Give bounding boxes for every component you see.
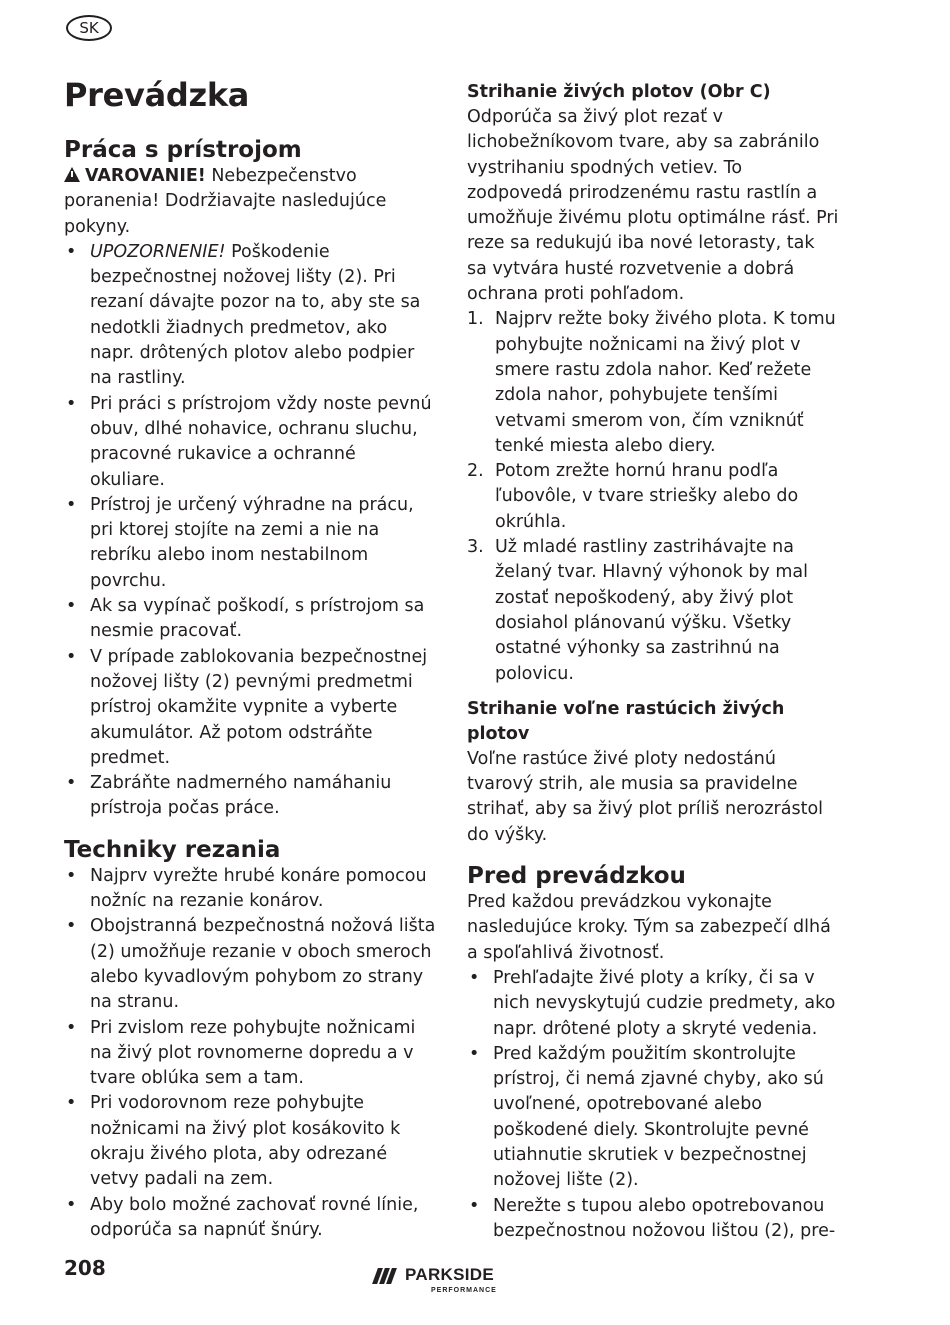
list-item-text: Pred každým použitím skontrolujte prístroj, či nemá zjavné chyby, ako sú uvoľnené, opotrebované alebo poškodené diely. Skontrolujte pevné utiahnutie skrutiek v bezpečnostnej nožovej lište (2). bbox=[493, 1043, 824, 1191]
bullet-marker: • bbox=[469, 1195, 480, 1216]
list-item-text: Pri práci s prístrojom vždy noste pevnú obuv, dlhé nohavice, ochranu sluchu, pracovné rukavice a ochranné okuliare. bbox=[90, 393, 432, 490]
list-item-text: Ak sa vypínač poškodí, s prístrojom sa nesmie pracovať. bbox=[90, 596, 425, 642]
list-item-text: Už mladé rastliny zastrihávajte na želaný tvar. Hlavný výhonok by mal zostať nepoškodený, aby živý plot dosiahol plánovanú výšku. Všetky ostatné výhonky sa zastrihnú na polovicu. bbox=[495, 537, 808, 684]
safety-list bbox=[64, 240, 436, 822]
language-badge: SK bbox=[66, 15, 112, 41]
list-item bbox=[64, 864, 436, 915]
bullet-marker: • bbox=[469, 1043, 480, 1064]
bullet-marker: • bbox=[66, 1017, 77, 1038]
logo-brand: PARKSIDE bbox=[405, 1265, 494, 1284]
logo-subbrand: PERFORMANCE bbox=[431, 1287, 497, 1294]
parkside-logo bbox=[375, 1264, 525, 1298]
left-column bbox=[64, 76, 436, 1243]
list-item-text: Potom zrežte hornú hranu podľa ľubovôle, v tvare striešky alebo do okrúhla. bbox=[495, 461, 799, 532]
logo-stripes-icon bbox=[375, 1268, 396, 1288]
list-item bbox=[64, 392, 436, 493]
list-item-text: Nerežte s tupou alebo opotrebovanou bezpečnostnou nožovou lištou (2), pre- bbox=[493, 1195, 836, 1241]
list-item bbox=[467, 459, 839, 535]
bullet-marker: • bbox=[66, 393, 77, 414]
list-item-text: V prípade zablokovania bezpečnostnej nožovej lišty (2) pevnými predmetmi prístroj okamžite vypnite a vyberte akumulátor. Až potom odstráňte predmet. bbox=[90, 646, 428, 768]
bullet-marker: • bbox=[66, 916, 77, 937]
section-heading-techniky: Techniky rezania bbox=[64, 836, 281, 863]
section-heading-pred-prevadzkou: Pred prevádzkou bbox=[467, 863, 686, 890]
techniques-list bbox=[64, 864, 436, 1243]
list-item bbox=[64, 1193, 436, 1244]
list-item-text: Pri vodorovnom reze pohybujte nožnicami na živý plot kosákovito k okraju živého plota, aby odrezané vetvy padali na zem. bbox=[90, 1093, 401, 1190]
bullet-marker: • bbox=[469, 967, 480, 988]
paragraph: Odporúča sa živý plot rezať v lichobežníkovom tvare, aby sa zabránilo vystrihaniu spodných vetiev. To zodpovedá prirodzenému rastu rastlín a umožňuje živému plotu optimálne rásť. Pri reze sa redukujú iba nové letorasty, tak sa vytvára husté rozvetvenie a dobrá ochrana proti pohľadom. bbox=[467, 107, 839, 305]
step-number: 3. bbox=[467, 537, 484, 558]
list-item bbox=[467, 535, 839, 687]
list-item bbox=[64, 914, 436, 1015]
warning-text: Nebezpečenstvo poranenia! Dodržiavajte nasledujúce pokyny. bbox=[64, 166, 387, 237]
list-item bbox=[64, 1016, 436, 1092]
list-item bbox=[64, 771, 436, 822]
list-item bbox=[64, 493, 436, 594]
notice-label: UPOZORNENIE! bbox=[90, 241, 226, 262]
list-item bbox=[64, 1091, 436, 1192]
list-item bbox=[64, 645, 436, 771]
warning-paragraph bbox=[64, 164, 436, 240]
list-item bbox=[64, 594, 436, 645]
list-item-text: Najprv vyrežte hrubé konáre pomocou nožníc na rezanie konárov. bbox=[90, 865, 427, 912]
bullet-marker: • bbox=[66, 1194, 77, 1215]
bullet-marker: • bbox=[66, 494, 77, 515]
paragraph: Pred každou prevádzkou vykonajte nasledujúce kroky. Tým sa zabezpečí dlhá a spoľahlivá životnosť. bbox=[467, 892, 831, 963]
page-number: 208 bbox=[64, 1256, 106, 1280]
bullet-marker: • bbox=[66, 596, 77, 617]
section-heading-strihanie: Strihanie živých plotov (Obr C) bbox=[467, 82, 771, 102]
list-item-text: Obojstranná bezpečnostná nožová lišta (2) umožňuje rezanie v oboch smeroch alebo kyvadlovým pohybom zo strany na stranu. bbox=[90, 916, 436, 1013]
list-item bbox=[467, 1042, 839, 1194]
right-column bbox=[467, 80, 839, 1244]
list-item-text: Poškodenie bezpečnostnej nožovej lišty (2). Pri rezaní dávajte pozor na to, aby ste sa nedotkli žiadnych predmetov, ako napr. drôtených plotov alebo podpier na rastliny. bbox=[90, 241, 421, 389]
bullet-marker: • bbox=[66, 241, 77, 262]
page-title: Prevádzka bbox=[64, 76, 250, 114]
step-number: 2. bbox=[467, 461, 484, 482]
bullet-marker: • bbox=[66, 773, 77, 794]
bullet-marker: • bbox=[66, 646, 77, 667]
list-item-text: Prehľadajte živé ploty a kríky, či sa v nich nevyskytujú cudzie predmety, ako napr. drôtené ploty a skryté vedenia. bbox=[493, 967, 836, 1039]
list-item bbox=[64, 240, 436, 392]
list-item-text: Najprv režte boky živého plota. K tomu pohybujte nožnicami na živý plot v smere rastu zdola nahor. Keď režete zdola nahor, pohybujete tenšími vetvami smerom von, čím vzniknúť tenké miesta alebo diery. bbox=[495, 309, 836, 456]
step-number: 1. bbox=[467, 309, 484, 330]
bullet-marker: • bbox=[66, 1093, 77, 1114]
list-item bbox=[467, 966, 839, 1042]
list-item bbox=[467, 1194, 839, 1245]
checks-list bbox=[467, 966, 839, 1244]
paragraph: Voľne rastúce živé ploty nedostánú tvarový strih, ale musia sa pravidelne strihať, aby sa živý plot príliš nerozrástol do výšky. bbox=[467, 748, 824, 845]
list-item-text: Prístroj je určený výhradne na prácu, pri ktorej stojíte na zemi a nie na rebríku alebo inom nestabilnom povrchu. bbox=[90, 494, 414, 591]
list-item-text: Pri zvislom reze pohybujte nožnicami na živý plot rovnomerne dopredu a v tvare oblúka sem a tam. bbox=[90, 1017, 416, 1089]
section-heading-prace: Práca s prístrojom bbox=[64, 137, 302, 163]
section-heading-volne: Strihanie voľne rastúcich živých plotov bbox=[467, 698, 785, 744]
list-item-text: Aby bolo možné zachovať rovné línie, odporúča sa napnúť šnúry. bbox=[90, 1194, 419, 1240]
steps-list bbox=[467, 307, 839, 686]
list-item-text: Zabráňte nadmerného namáhaniu prístroja počas práce. bbox=[90, 773, 392, 819]
bullet-marker: • bbox=[66, 865, 77, 886]
warning-triangle-icon bbox=[64, 167, 80, 182]
list-item bbox=[467, 307, 839, 459]
warning-label: VAROVANIE! bbox=[85, 166, 206, 186]
